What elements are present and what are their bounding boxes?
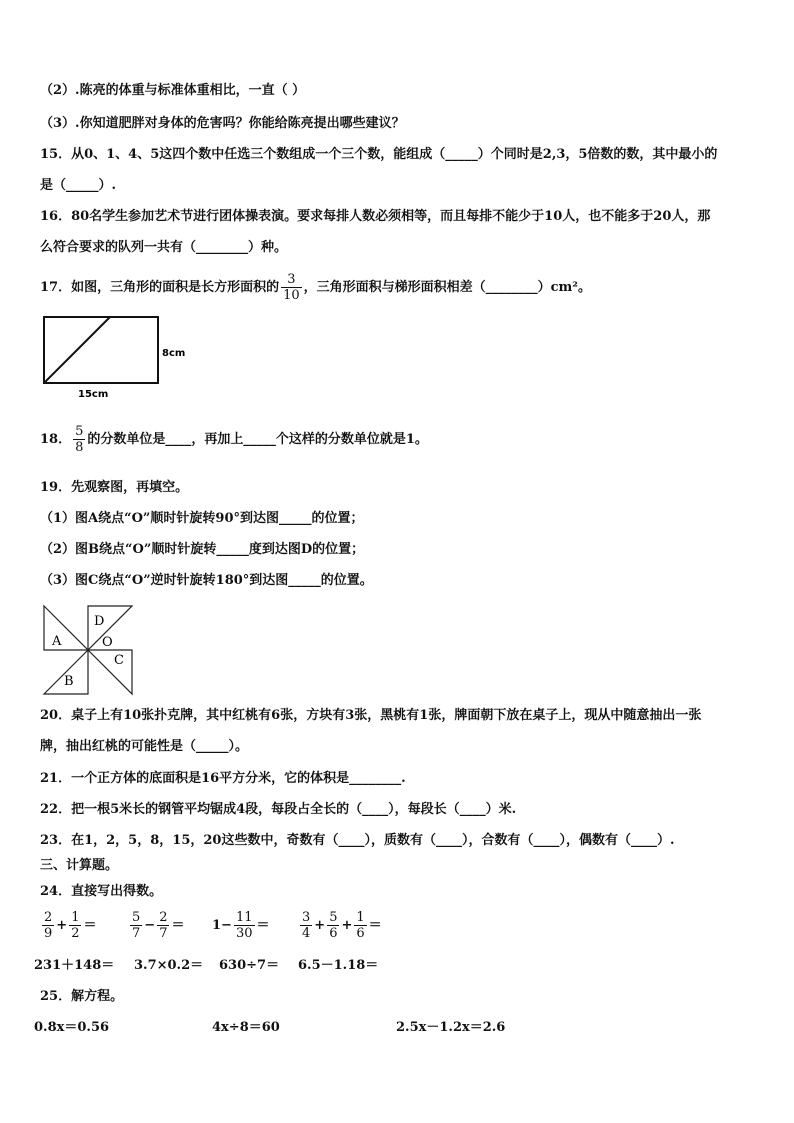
calc4-op1: + [314, 918, 326, 933]
q17-text-pre: 17．如图，三角形的面积是长方形面积的 [40, 280, 280, 295]
calc4-d1: 4 [302, 926, 311, 941]
calc4-d3: 6 [356, 926, 365, 941]
calc-row2-2: 3.7×0.2＝ [134, 958, 204, 973]
question-22: 22．把一根5米长的钢管平均锯成4段，每段占全长的（____），每段长（____）米. [40, 802, 517, 817]
label-d: D [94, 614, 105, 629]
calc-4 [298, 908, 382, 944]
question-19-part1: （1）图A绕点“O”顺时针旋转90°到达图_____的位置； [40, 511, 364, 526]
triangle-c [88, 650, 132, 694]
calc-1 [40, 908, 96, 944]
q17-numerator: 3 [281, 272, 302, 288]
calc1-op: + [56, 918, 68, 933]
calc2-op: − [144, 918, 156, 933]
calc3-whole: 1− [212, 918, 232, 933]
q18-text-pre: 18． [40, 432, 72, 447]
section-3-title: 三、计算题。 [40, 858, 119, 873]
label-a: A [52, 634, 62, 649]
question-15-line1: 15．从0、1、4、5这四个数中任选三个数组成一个三个数，能组成（_____）个同时是2,3，5倍数的数，其中最小的 [40, 147, 718, 162]
height-label: 8cm [162, 348, 186, 359]
calc2-d1: 7 [132, 926, 141, 941]
calc3-d1: 30 [235, 926, 253, 941]
calc1-n2: 1 [71, 910, 80, 925]
q14-part3: （3）.你知道肥胖对身体的危害吗？你能给陈亮提出哪些建议？ [40, 116, 405, 131]
calc-3 [212, 908, 270, 944]
width-label: 15cm [78, 389, 109, 400]
pinwheel-figure [40, 602, 140, 698]
question-19-part2: （2）图B绕点“O”顺时针旋转_____度到达图D的位置； [40, 542, 365, 557]
question-19: 19．先观察图，再填空。 [40, 480, 189, 495]
question-20-line1: 20．桌子上有10张扑克牌，其中红桃有6张，方块有3张，黑桃有1张，牌面朝下放在桌子上，现从中随意抽出一张 [40, 708, 702, 723]
calc4-n2: 5 [329, 910, 338, 925]
question-15-line2: 是（_____）. [40, 178, 117, 193]
rectangle-triangle-figure [38, 312, 208, 402]
label-o: O [102, 635, 113, 650]
question-24: 24．直接写出得数。 [40, 884, 163, 899]
calc2-d2: 7 [159, 926, 168, 941]
calc-row2-1: 231＋148＝ [34, 958, 115, 973]
diagonal-line [44, 317, 110, 383]
calc-row2-4: 6.5－1.18＝ [298, 958, 379, 973]
label-b: B [64, 674, 74, 689]
calc1-d1: 9 [44, 926, 53, 941]
question-19-part3: （3）图C绕点“O”逆时针旋转180°到达图_____的位置。 [40, 573, 373, 588]
equation-1: 0.8x＝0.56 [34, 1020, 110, 1035]
calc4-op2: + [341, 918, 353, 933]
calc3-n1: 11 [235, 910, 253, 925]
q17-denominator: 10 [283, 288, 300, 303]
question-18 [40, 422, 428, 458]
question-21: 21．一个正方体的底面积是16平方分米，它的体积是________. [40, 771, 406, 786]
label-c: C [114, 653, 124, 668]
q18-denominator: 8 [75, 440, 84, 455]
equation-3: 2.5x－1.2x＝2.6 [396, 1020, 506, 1035]
question-17 [40, 270, 591, 306]
question-20-line2: 牌，抽出红桃的可能性是（_____）。 [40, 739, 249, 754]
equation-2: 4x÷8＝60 [212, 1020, 280, 1035]
calc4-eq: ＝ [368, 918, 382, 933]
calc-2 [128, 908, 184, 944]
calc1-eq: ＝ [83, 918, 97, 933]
question-16-line2: 么符合要求的队列一共有（________）种。 [40, 240, 288, 255]
calc1-n1: 2 [44, 910, 53, 925]
calc2-n1: 5 [132, 910, 141, 925]
q14-part2: （2）.陈亮的体重与标准体重相比，一直（ ） [40, 83, 306, 98]
calc-row2-3: 630÷7＝ [219, 958, 280, 973]
calc4-d2: 6 [329, 926, 338, 941]
calc4-n3: 1 [356, 910, 365, 925]
question-16-line1: 16．80名学生参加艺术节进行团体操表演。要求每排人数必须相等，而且每排不能少于10人，也不能多于20人，那 [40, 209, 711, 224]
q18-fraction [73, 424, 85, 455]
calc2-n2: 2 [159, 910, 168, 925]
calc2-eq: ＝ [171, 918, 185, 933]
question-23: 23．在1，2，5，8，15，20这些数中，奇数有（____），质数有（____），合数有（____），偶数有（____）. [40, 833, 675, 848]
question-25: 25．解方程。 [40, 989, 124, 1004]
calc3-eq: ＝ [256, 918, 270, 933]
q17-fraction [281, 272, 302, 303]
calc1-d2: 2 [71, 926, 80, 941]
triangle-a [44, 606, 88, 650]
q18-numerator: 5 [75, 424, 84, 439]
q18-text-post: 的分数单位是____，再加上_____个这样的分数单位就是1。 [87, 432, 428, 447]
q17-text-post: ，三角形面积与梯形面积相差（________）cm²。 [303, 280, 592, 295]
calc4-n1: 3 [302, 910, 311, 925]
